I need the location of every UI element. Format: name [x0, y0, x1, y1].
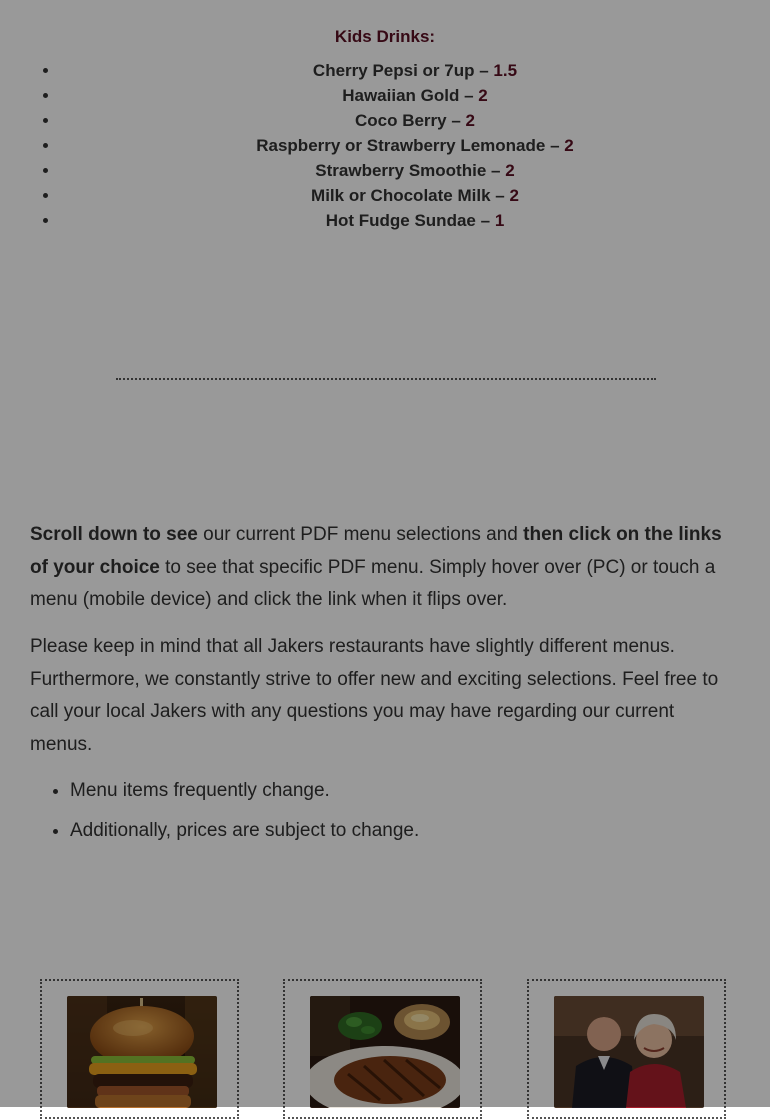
kids-drink-item: • Strawberry Smoothie – 2 [60, 158, 770, 183]
kids-drink-item: • Raspberry or Strawberry Lemonade – 2 [60, 133, 770, 158]
price: 2 [509, 186, 519, 205]
kids-drink-item: • Milk or Chocolate Milk – 2 [60, 183, 770, 208]
kids-drinks-title: Kids Drinks: [334, 27, 436, 46]
kids-drink-item: • Hawaiian Gold – 2 [60, 83, 770, 108]
price: 1.5 [493, 61, 518, 80]
kids-drink-item: • Hot Fudge Sundae – 1 [60, 208, 770, 233]
price: 2 [465, 111, 476, 130]
menu-card-dining[interactable] [527, 979, 726, 1119]
notice-item: • Additionally, prices are subject to change. [70, 815, 770, 855]
burger-photo[interactable] [67, 996, 217, 1108]
kids-drink-item: • Cherry Pepsi or 7up – 1.5 [60, 58, 770, 83]
notice-item: • Menu items frequently change. [70, 775, 770, 815]
price: 1 [494, 211, 505, 230]
price: 2 [478, 86, 488, 105]
steak-dinner-photo[interactable] [310, 996, 460, 1108]
kids-drink-item: • Coco Berry – 2 [60, 108, 770, 133]
menu-card-steaks[interactable] [283, 979, 482, 1119]
diners-couple-photo[interactable] [554, 996, 704, 1108]
menus-note-paragraph: Please keep in mind that all Jakers restaurants have slightly different menus. Furthermore, we constantly strive to offer new and exciting selections. Feel free to call your local Jakers with any questions you may have regarding our current menus. [30, 636, 719, 755]
menu-card-burgers[interactable] [40, 979, 239, 1119]
price: 2 [505, 161, 515, 180]
intro-paragraph: Scroll down to see our current PDF menu selections and then click on the links of your choice to see that specific PDF menu. Simply hover over (PC) or touch a menu (mobile device) and click the link when it flips over. [30, 524, 722, 610]
price: 2 [564, 136, 574, 155]
notice-list [30, 775, 770, 855]
kids-drinks-list [30, 58, 770, 233]
dotted-divider [116, 378, 656, 380]
